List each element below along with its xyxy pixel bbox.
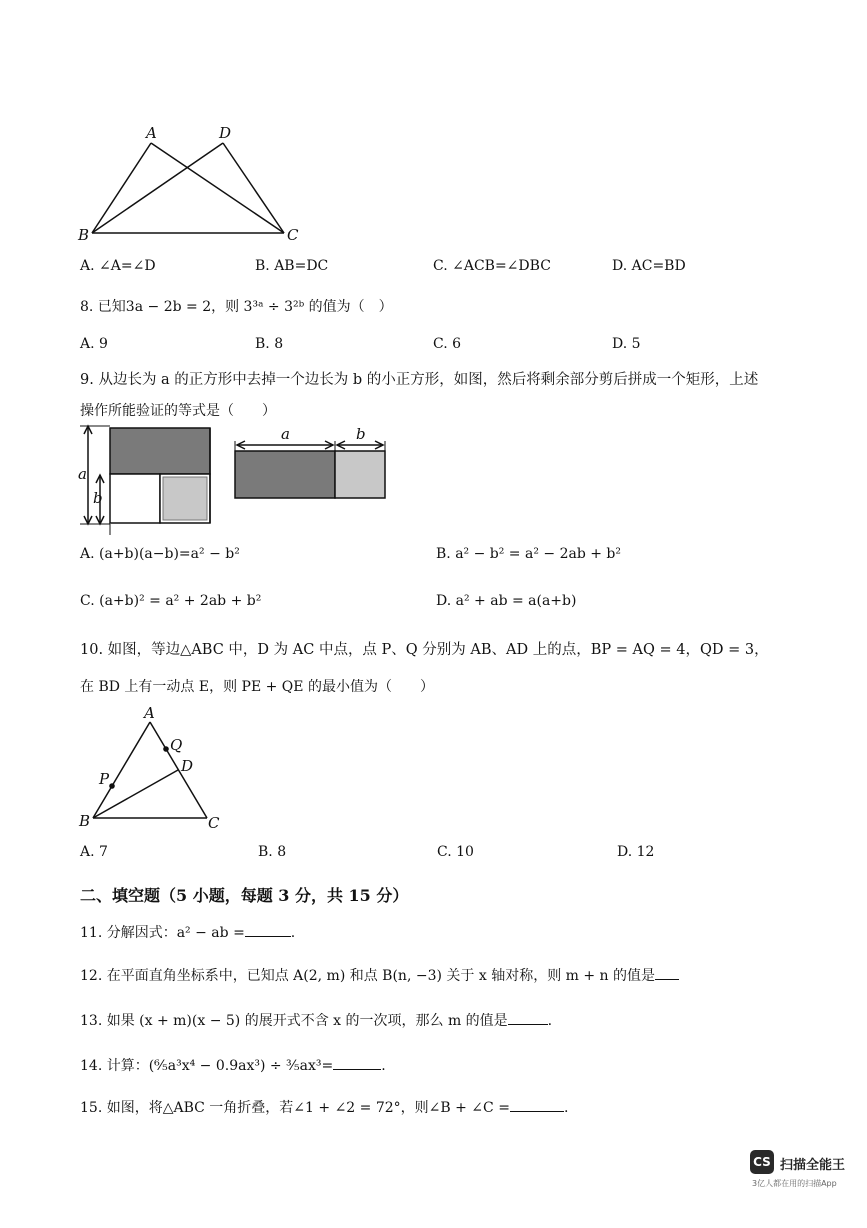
q8-option-b: B. 8 xyxy=(255,336,284,352)
section-heading: 二、填空题（5 小题，每题 3 分，共 15 分） xyxy=(80,886,409,905)
label-a-right: a xyxy=(281,425,290,443)
label-c: C xyxy=(287,226,299,244)
watermark-subtitle: 3亿人都在用的扫描App xyxy=(752,1179,837,1188)
q11-end: . xyxy=(290,925,296,941)
q15-text: 15. 如图，将△ABC 一角折叠，若∠1 + ∠2 = 72°，则∠B + ∠C = xyxy=(80,1100,510,1116)
q14-end: . xyxy=(381,1058,386,1074)
q12-blank[interactable] xyxy=(655,978,679,980)
q12 xyxy=(80,965,679,985)
q10-stem-line1: 10. 如图，等边△ABC 中，D 为 AC 中点，点 P、Q 分别为 AB、AD 上的点，BP = AQ = 4，QD = 3， xyxy=(80,642,769,658)
q7-option-a: A. ∠A=∠D xyxy=(80,258,156,274)
q15-blank[interactable] xyxy=(510,1110,564,1112)
q10-option-c: C. 10 xyxy=(437,844,474,860)
q8-option-a: A. 9 xyxy=(80,336,108,352)
q9-stem-line2: 操作所能验证的等式是（ ） xyxy=(80,403,276,419)
q14-blank[interactable] xyxy=(333,1068,381,1070)
q15-end: . xyxy=(563,1100,569,1116)
q10-option-b: B. 8 xyxy=(258,844,287,860)
q9-stem-line1: 9. 从边长为 a 的正方形中去掉一个边长为 b 的小正方形，如图，然后将剩余部分剪后拼成一个矩形，上述 xyxy=(80,372,759,388)
q13 xyxy=(80,1010,552,1030)
q12-text: 12. 在平面直角坐标系中，已知点 A(2, m) 和点 B(n, −3) 关于 x 轴对称，则 m + n 的值是 xyxy=(80,968,656,984)
label-b-right: b xyxy=(356,425,366,443)
label-B: B xyxy=(79,812,91,830)
q10-stem-line2: 在 BD 上有一动点 E，则 PE + QE 的最小值为（ ） xyxy=(80,679,434,695)
label-a-left: a xyxy=(78,465,87,483)
q9-option-c: C. (a+b)² = a² + 2ab + b² xyxy=(80,593,262,609)
label-C: C xyxy=(208,814,220,832)
label-P: P xyxy=(99,770,110,788)
label-a: A xyxy=(146,124,157,142)
q8-stem: 8. 已知3a − 2b = 2，则 3³ᵃ ÷ 3²ᵇ 的值为（ ） xyxy=(80,299,393,315)
q8-option-c: C. 6 xyxy=(433,336,462,352)
q8-option-d: D. 5 xyxy=(612,336,641,352)
label-D: D xyxy=(181,757,194,775)
label-b: B xyxy=(78,226,90,244)
q11 xyxy=(80,922,295,942)
q11-blank[interactable] xyxy=(245,935,291,937)
q7-option-b: B. AB=DC xyxy=(255,258,329,274)
label-b-left: b xyxy=(93,489,103,507)
q10-option-d: D. 12 xyxy=(617,844,655,860)
q15 xyxy=(80,1097,568,1117)
watermark-title: 扫描全能王 xyxy=(780,1158,846,1173)
q7-option-c: C. ∠ACB=∠DBC xyxy=(433,258,551,274)
q14-text: 14. 计算：(⁶⁄₅a³x⁴ − 0.9ax³) ÷ ³⁄₅ax³= xyxy=(80,1058,334,1074)
q10-option-a: A. 7 xyxy=(80,844,108,860)
camscanner-logo-icon: CS xyxy=(750,1150,774,1174)
label-A: A xyxy=(144,704,155,722)
q9-option-a: A. (a+b)(a−b)=a² − b² xyxy=(80,546,240,562)
q11-text: 11. 分解因式：a² − ab = xyxy=(80,925,245,941)
q13-end: . xyxy=(547,1013,553,1029)
label-d: D xyxy=(219,124,232,142)
q13-blank[interactable] xyxy=(508,1023,548,1025)
q9-option-d: D. a² + ab = a(a+b) xyxy=(436,593,577,609)
q9-option-b: B. a² − b² = a² − 2ab + b² xyxy=(436,546,621,562)
q7-option-d: D. AC=BD xyxy=(612,258,686,274)
q13-text: 13. 如果 (x + m)(x − 5) 的展开式不含 x 的一次项，那么 m 的值是 xyxy=(80,1013,508,1029)
q14 xyxy=(80,1055,386,1075)
label-Q: Q xyxy=(170,736,183,754)
